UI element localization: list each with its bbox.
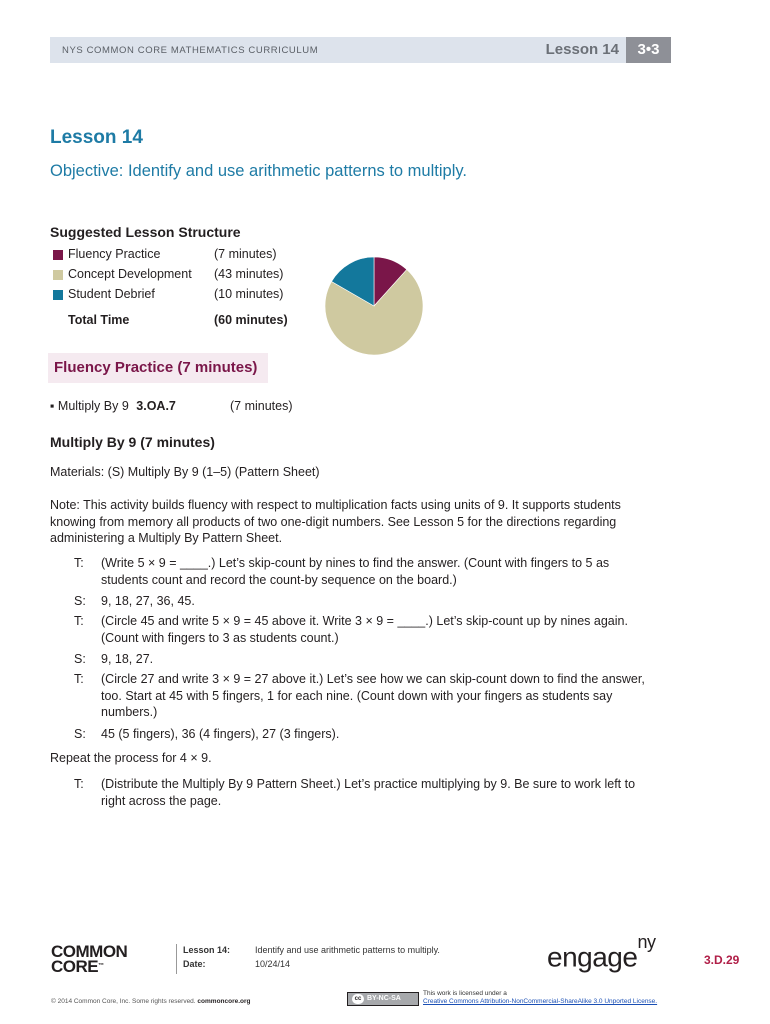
speaker-label: S:	[74, 594, 86, 608]
dialogue-line	[74, 671, 664, 721]
dialogue-text: 9, 18, 27, 36, 45.	[101, 594, 195, 608]
dialogue-text: (Count with fingers to 3 as students count.)	[101, 630, 339, 645]
bullet-standard: 3.OA.7	[136, 399, 176, 413]
common-core-logo	[51, 944, 127, 974]
legend-swatch	[53, 250, 63, 260]
activity-heading: Multiply By 9 (7 minutes)	[50, 434, 215, 450]
engage-sup: ny	[637, 932, 656, 952]
bullet-time: (7 minutes)	[230, 399, 293, 413]
header-bar	[50, 37, 671, 63]
dialogue-line	[74, 776, 664, 809]
logo-line: CORE	[51, 957, 99, 976]
structure-item	[50, 267, 310, 287]
speaker-label: S:	[74, 727, 86, 741]
dialogue-text: (Circle 27 and write 3 × 9 = 27 above it.) Let’s see how we can skip-count down to find the answer,	[101, 672, 645, 686]
fluency-bullet	[50, 399, 176, 413]
footer-divider	[176, 944, 177, 974]
header-lesson: Lesson 14	[545, 41, 619, 58]
speaker-label: T:	[74, 556, 84, 570]
note-line: Note: This activity builds fluency with respect to multiplication facts using units of 9. It supports students	[50, 498, 621, 512]
curriculum-title: NYS COMMON CORE MATHEMATICS CURRICULUM	[62, 45, 319, 56]
logo-line: COMMON	[51, 942, 128, 961]
dialogue-line	[74, 726, 664, 743]
fluency-section-title: Fluency Practice (7 minutes)	[54, 359, 258, 376]
bullet-icon: ▪	[50, 399, 55, 413]
total-label: Total Time	[68, 313, 130, 327]
page-title: Lesson 14	[50, 127, 143, 148]
dialogue-text: (Distribute the Multiply By 9 Pattern Sheet.) Let’s practice multiplying by 9. Be sure to work left to	[101, 777, 636, 791]
dialogue-line	[74, 613, 664, 646]
legend-swatch	[53, 270, 63, 280]
speaker-label: S:	[74, 652, 86, 666]
legend-swatch	[53, 290, 63, 300]
copyright-text: © 2014 Common Core, Inc. Some rights reserved.	[51, 998, 196, 1005]
dialogue-text: (Write 5 × 9 = ____.) Let’s skip-count by nines to find the answer. (Count with fingers to 5 as	[101, 556, 610, 570]
dialogue-text: right across the page.	[101, 793, 222, 808]
footer-date-label: Date:	[183, 959, 206, 969]
structure-list	[50, 247, 310, 333]
cc-icon: cc	[352, 994, 364, 1004]
footer-lesson-label: Lesson 14:	[183, 945, 231, 955]
dialogue-text: (Circle 45 and write 5 × 9 = 45 above it. Write 3 × 9 = ____.) Let’s skip-count up by nines again.	[101, 614, 628, 628]
structure-item-name: Concept Development	[68, 267, 192, 281]
fluency-section-header	[48, 353, 268, 383]
speaker-label: T:	[74, 614, 84, 628]
total-row	[50, 313, 310, 333]
dialogue-line	[74, 593, 664, 610]
dialogue-text: numbers.)	[101, 705, 158, 719]
license-link[interactable]: Creative Commons Attribution-NonCommercial-ShareAlike 3.0 Unported License.	[423, 998, 658, 1005]
structure-item-time: (7 minutes)	[214, 247, 277, 261]
engageny-logo	[547, 932, 656, 973]
dialogue-line	[74, 651, 664, 668]
speaker-label: T:	[74, 777, 84, 791]
cc-badge-text: BY-NC-SA	[367, 995, 401, 1002]
footer-date-value: 10/24/14	[255, 959, 291, 969]
license-text: This work is licensed under a	[423, 990, 507, 997]
structure-item	[50, 287, 310, 307]
materials-line: Materials: (S) Multiply By 9 (1–5) (Pattern Sheet)	[50, 465, 320, 479]
dialogue-line	[74, 555, 664, 588]
structure-item-name: Student Debrief	[68, 287, 155, 301]
structure-item-name: Fluency Practice	[68, 247, 161, 261]
total-time: (60 minutes)	[214, 313, 288, 327]
dialogue-text: students count and record the count-by sequence on the board.)	[101, 572, 457, 587]
objective: Objective: Identify and use arithmetic patterns to multiply.	[50, 162, 467, 180]
creative-commons-badge	[347, 992, 419, 1006]
note-paragraph	[50, 497, 660, 547]
copyright	[51, 998, 251, 1005]
structure-item-time: (43 minutes)	[214, 267, 284, 281]
note-line: knowing from memory all products of two one-digit numbers. See Lesson 5 for the directions regarding	[50, 514, 617, 529]
engage-text: engage	[547, 941, 638, 973]
footer-lesson-value: Identify and use arithmetic patterns to multiply.	[255, 945, 440, 955]
note-line: administering a Multiply By Pattern Sheet.	[50, 531, 283, 545]
page-number: 3.D.29	[704, 953, 740, 967]
dialogue-text: 9, 18, 27.	[101, 652, 154, 666]
structure-item	[50, 247, 310, 267]
trademark: ™	[98, 963, 104, 969]
dialogue-text: 45 (5 fingers), 36 (4 fingers), 27 (3 fingers).	[101, 727, 340, 741]
repeat-instruction: Repeat the process for 4 × 9.	[50, 751, 212, 765]
speaker-label: T:	[74, 672, 84, 686]
module-badge: 3•3	[626, 37, 671, 63]
structure-item-time: (10 minutes)	[214, 287, 284, 301]
bullet-text: Multiply By 9	[57, 399, 129, 413]
lesson-structure-pie-chart	[324, 255, 424, 357]
copyright-site: commoncore.org	[197, 998, 251, 1005]
structure-heading: Suggested Lesson Structure	[50, 224, 241, 240]
dialogue-text: too. Start at 45 with 5 fingers, 1 for each nine. (Count down with your fingers as students say	[101, 688, 613, 703]
